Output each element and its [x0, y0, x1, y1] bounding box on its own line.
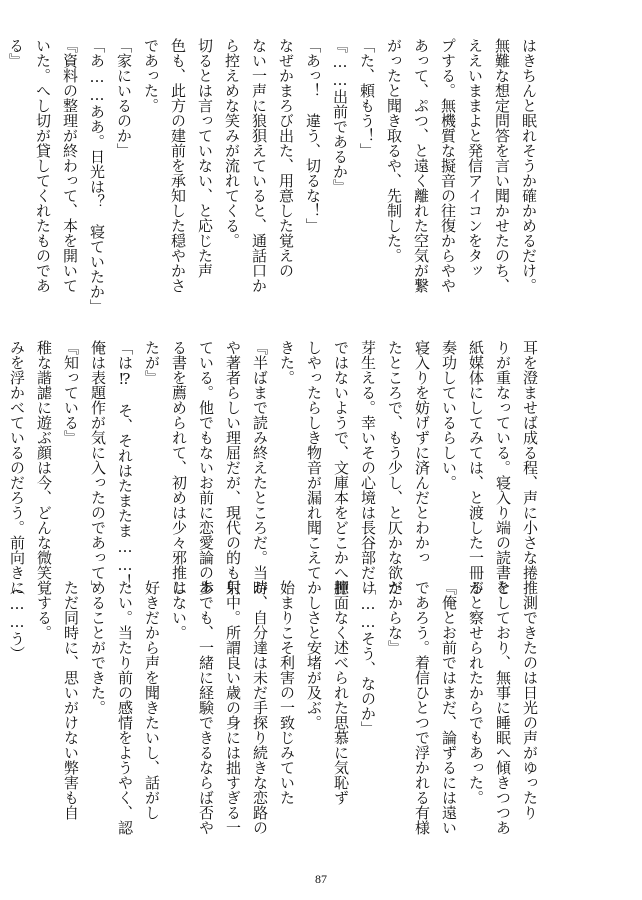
text-column: 『知っている』 [62, 340, 80, 445]
text-column: 『俺とお前ではまだ、論ずるには遠い [440, 580, 458, 835]
text-column: が、自分達は未だ手探り続きな恋路の [251, 580, 269, 835]
text-column: 好きだから声を聞きたいし、話がし [143, 580, 161, 820]
text-column: 奏功しているらしい。 [440, 340, 458, 490]
text-column: 寝入りを妨げずに済んだとわかっ [413, 340, 431, 565]
text-column: 臆面なく述べられた思慕に気恥ず [332, 580, 350, 805]
top-text-block [7, 38, 542, 338]
text-column: 「あ……ああ。日光は？ 寝ていたか」 [88, 38, 106, 314]
text-column: 「家にいるのか」 [115, 38, 133, 158]
text-column: であった。 [142, 38, 160, 113]
text-column: りが重なっている。寝入り端の読書を [494, 340, 512, 595]
text-column: 色も、此方の建前を承知した穏やかさ [169, 38, 187, 293]
text-column: あって、ぷつ、と遠く離れた空気が繋 [412, 38, 430, 293]
text-column: 歩でも、一緒に経験できるならば否や [197, 580, 215, 835]
text-column: 紙媒体にしてみては、と渡した一冊が [467, 340, 485, 595]
text-column: ええいままよと発信アイコンをタッ [466, 38, 484, 278]
text-column: 覚する。 [35, 580, 53, 640]
page-number: 87 [315, 872, 327, 886]
text-column: いた。へし切が貸してくれたものであ [34, 38, 52, 293]
text-column: ている。他でもないお前に恋愛論のあ [197, 340, 215, 595]
text-column: めることができた。 [89, 580, 107, 715]
text-column: 「あっ！ 違う、切るな！」 [304, 38, 322, 233]
text-column: としており、無事に睡眠へ傾きつつあ [494, 580, 512, 835]
text-column: はない。 [170, 580, 188, 640]
text-column: 切るとは言っていない、と応じた声 [196, 38, 214, 278]
middle-text-block [8, 340, 543, 595]
text-column: 芽生える。幸いその心境は長谷部だけ [359, 340, 377, 595]
text-column: みを浮かべているのだろう。前向きに [8, 340, 26, 595]
bottom-text-block [8, 580, 543, 838]
text-column: 耳を澄ませば成る程、声に小さな捲 [521, 340, 539, 580]
text-column: なぜかまろび出た、用意した覚えの [277, 38, 295, 278]
text-column: 無難な想定問答を言い聞かせたのち、 [493, 38, 511, 293]
text-column: る』 [7, 38, 25, 68]
text-column: たところで、もう少し、と仄かな欲が [386, 340, 404, 595]
text-column: 『……出前であるか』 [331, 38, 349, 194]
text-column: 稚な諧謔に遊ぶ顔は今、どんな微笑 [35, 340, 53, 580]
text-column: 推測できたのは日光の声がゆったり [521, 580, 539, 820]
text-column: プする。無機質な擬音の往復からやや [439, 38, 457, 293]
text-column: だからな』 [386, 580, 404, 655]
text-column: （……う） [8, 580, 26, 661]
text-column: たい。当たり前の感情をようやく、認 [116, 580, 134, 835]
text-column: はきちんと眠れそうか確かめるだけ。 [520, 38, 538, 293]
text-column: 俺は表題作が気に入ったのであって」 [89, 340, 107, 595]
text-column: たが』 [143, 340, 161, 385]
text-column: 「た、頼もう！」 [358, 38, 376, 158]
text-column: る書を薦められて、初めは少々邪推し [170, 340, 188, 595]
text-column: ない一声に狼狽えていると、通話口か [250, 38, 268, 293]
text-column: ではないようで、文庫本をどこかへ押 [332, 340, 350, 595]
text-column: かしさと安堵が及ぶ。 [305, 580, 323, 730]
text-column: ると察せられたからでもあった。 [467, 580, 485, 805]
text-column: きた。 [278, 340, 296, 385]
text-column: ただ同時に、思いがけない弊害も自 [62, 580, 80, 820]
text-column: や著者らしい理屈だが、現代の的も射 [224, 340, 242, 595]
text-column: 始まりこそ利害の一致じみていた [278, 580, 296, 805]
text-column: 「……そう、なのか」 [359, 580, 377, 736]
text-column: であろう。着信ひとつで浮かれる有様 [413, 580, 431, 835]
text-column: しやったらしき物音が漏れ聞こえて [305, 340, 323, 580]
text-column: がったと聞き取るや、先制した。 [385, 38, 403, 263]
text-column: 『資料の整理が終わって、本を開いて [61, 38, 79, 293]
text-column: 『半ばまで読み終えたところだ。当時 [251, 340, 269, 595]
text-column: 只中。所謂良い歳の身には拙すぎる一 [224, 580, 242, 835]
text-column: ら控えめな笑みが流れてくる。 [223, 38, 241, 248]
text-column: 「は⁉ そ、それはたまたま……！ [116, 340, 134, 589]
